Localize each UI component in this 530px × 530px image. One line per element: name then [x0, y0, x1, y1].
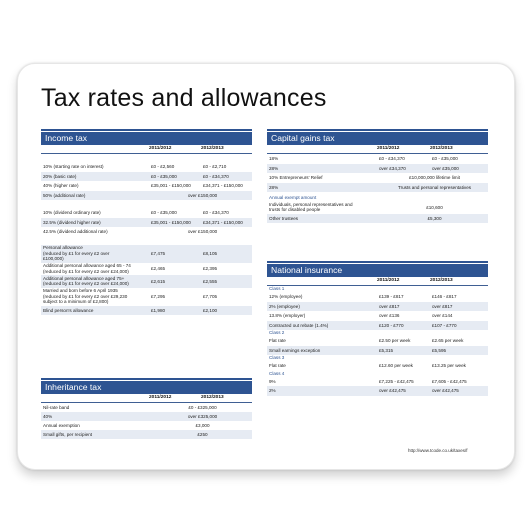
row-label: 20% (basic rate) — [43, 173, 77, 179]
row-value-2012: £2.65 per week — [432, 338, 464, 343]
table-row — [41, 403, 252, 412]
row-value-2012: £8,105 — [203, 250, 218, 256]
row-label: Small gifts, per recipient — [43, 431, 93, 437]
national-insurance-section — [267, 264, 488, 396]
row-value-2012: £34,371 - £150,000 — [203, 183, 243, 188]
inheritance-col1: 2011/2012 — [149, 395, 172, 400]
row-value-2011: £2,465 — [151, 266, 166, 271]
capital-gains-section — [267, 132, 488, 223]
table-row — [41, 208, 252, 218]
row-label: Personal allowance (reduced by £1 for every £2 over £100,000) — [43, 245, 110, 262]
page-title: Tax rates and allowances — [41, 84, 327, 112]
row-label: 2% — [269, 388, 276, 393]
table-row — [41, 275, 252, 288]
table-row — [41, 172, 252, 182]
row-value-2012: £2,100 — [203, 307, 218, 313]
row-value-2012: over £144 — [432, 313, 453, 318]
income-tax-section — [41, 132, 252, 315]
row-label: Other trustees — [269, 215, 299, 221]
row-label: 2% (employee) — [269, 303, 300, 309]
row-label: 28% — [269, 184, 279, 190]
row-value-2012: £107 - £770 — [432, 322, 457, 328]
row-label: Flat rate — [269, 363, 286, 368]
row-value: £0 - £325,000 — [188, 404, 217, 410]
row-value: Trusts and personal representatives — [397, 184, 472, 190]
row-value-2012: £0 - £2,710 — [203, 164, 227, 169]
row-value: £3,000 — [195, 422, 210, 428]
table-row — [267, 336, 488, 346]
row-value-2011: over £42,475 — [379, 388, 406, 393]
table-row — [41, 181, 252, 191]
table-row — [267, 214, 488, 224]
row-value-2012: £0 - £34,370 — [203, 173, 229, 179]
row-value-2011: £2.50 per week — [379, 338, 411, 343]
table-row — [41, 191, 252, 201]
row-value: £10,000,000 lifetime limit — [409, 175, 460, 180]
capital-gains-column-headers — [267, 145, 488, 154]
row-value-2011: £5,315 — [379, 347, 394, 353]
table-row — [267, 386, 488, 396]
row-value-2011: £0 - £34,370 — [379, 156, 405, 161]
inheritance-tax-header: Inheritance tax — [41, 381, 252, 394]
annual-exempt-title: Annual exempt amount — [269, 195, 317, 200]
row-value-2012: £0 - £35,000 — [432, 156, 458, 161]
row-value-2011: £0 - £35,000 — [151, 210, 177, 215]
row-value-2012: £13.25 per week — [432, 363, 466, 368]
capital-gains-header: Capital gains tax — [267, 132, 488, 145]
ni-class-label: Class 2 — [269, 330, 285, 335]
table-row — [267, 346, 488, 356]
table-row — [41, 162, 252, 172]
row-value: £10,600 — [426, 204, 443, 210]
row-label: 40% (higher rate) — [43, 183, 79, 188]
row-value-2011: over £136 — [379, 313, 400, 318]
ni-class-label: Class 1 — [269, 286, 285, 291]
row-label: 18% — [269, 156, 279, 161]
row-value-2011: £120 - £770 — [379, 322, 404, 328]
row-value-2011: £35,001 - £150,000 — [151, 183, 191, 188]
row-value-2012: £2,395 — [203, 266, 218, 271]
row-value: £250 — [197, 431, 208, 437]
row-label: 12% (employee) — [269, 294, 303, 299]
table-row — [41, 227, 252, 237]
ni-col2: 2012/2013 — [430, 278, 453, 283]
inheritance-tax-section — [41, 381, 252, 439]
ni-class-label: Class 4 — [269, 370, 285, 376]
row-label: Nil-rate band — [43, 404, 70, 410]
row-label: 10% Entrepreneurs' Relief — [269, 175, 323, 180]
ni-col1: 2011/2012 — [377, 278, 400, 283]
row-label: 42.5% (dividend additional rate) — [43, 229, 108, 234]
table-row — [267, 173, 488, 183]
table-row — [267, 302, 488, 312]
national-insurance-column-headers — [267, 277, 488, 286]
table-row — [267, 183, 488, 193]
table-row — [41, 412, 252, 421]
row-value-2011: £35,001 - £150,000 — [151, 219, 191, 225]
row-value: over £150,000 — [187, 192, 218, 198]
national-insurance-header: National insurance — [267, 264, 488, 277]
row-value-2012: over £817 — [432, 303, 453, 309]
row-value: over £150,000 — [187, 229, 218, 234]
row-value-2011: over £817 — [379, 303, 400, 309]
row-label: 13.8% (employer) — [269, 313, 306, 318]
income-col2: 2012/2013 — [201, 146, 224, 151]
cgt-col2: 2012/2013 — [430, 146, 453, 151]
row-value-2011: £2,615 — [151, 278, 166, 284]
row-value-2012: £0 - £34,370 — [203, 210, 229, 215]
table-row — [267, 377, 488, 387]
row-label: 10% (starting rate on interest) — [43, 164, 104, 169]
table-row — [41, 288, 252, 306]
row-label: Contracted out rebate (1.4%) — [269, 322, 329, 328]
row-value-2012: £2,555 — [203, 278, 218, 284]
table-row — [267, 311, 488, 321]
row-value-2011: £7,225 - £42,475 — [379, 378, 414, 384]
row-value-2012: £146 - £817 — [432, 294, 457, 299]
row-label: Annual exemption — [43, 422, 80, 428]
income-tax-column-headers — [41, 145, 252, 154]
row-label: 40% — [43, 413, 53, 419]
table-row — [267, 292, 488, 302]
cgt-col1: 2011/2012 — [377, 146, 400, 151]
row-value-2012: £7,605 - £42,475 — [432, 378, 467, 384]
row-label: 10% (dividend ordinary rate) — [43, 210, 101, 215]
table-row — [41, 245, 252, 263]
row-label: Blind person's allowance — [43, 307, 94, 313]
inheritance-column-headers — [41, 394, 252, 403]
inheritance-col2: 2012/2013 — [201, 395, 224, 400]
row-value-2012: £5,595 — [432, 347, 447, 353]
table-row — [41, 263, 252, 276]
income-tax-header: Income tax — [41, 132, 252, 145]
table-row — [267, 201, 488, 214]
table-row — [267, 321, 488, 331]
table-row — [41, 421, 252, 430]
row-value-2011: £12.60 per week — [379, 363, 413, 368]
capital-gains-rows — [267, 154, 488, 223]
income-tax-rows — [41, 154, 252, 315]
row-value-2011: £0 - £35,000 — [151, 173, 177, 179]
row-value-2011: £1,980 — [151, 307, 166, 313]
table-row — [41, 218, 252, 228]
row-value: over £325,000 — [187, 413, 218, 419]
income-col1: 2011/2012 — [149, 146, 172, 151]
row-value-2011: over £34,370 — [379, 165, 406, 171]
row-label: Additional personal allowance aged 75+ (reduced by £1 for every £2 over £24,000) — [43, 275, 129, 287]
inheritance-tax-rows — [41, 403, 252, 439]
row-value: £5,300 — [427, 215, 442, 221]
national-insurance-rows — [267, 286, 488, 396]
row-label: Additional personal allowance aged 65 - 74 (reduced by £1 for every £2 over £24,000) — [43, 263, 131, 274]
row-label: 50% (additional rate) — [43, 192, 86, 198]
row-label: 32.5% (dividend higher rate) — [43, 219, 101, 225]
table-row — [267, 164, 488, 174]
row-label: 28% — [269, 165, 279, 171]
row-value-2012: over £42,475 — [432, 388, 459, 393]
row-value-2012: £7,705 — [203, 293, 218, 299]
row-value-2012: over £35,000 — [432, 165, 459, 171]
table-row — [41, 430, 252, 439]
row-value-2011: £7,475 — [151, 250, 166, 256]
row-label: Individuals, personal representatives and trusts for disabled people — [269, 201, 353, 213]
row-value-2011: £7,295 — [151, 293, 166, 299]
row-label: Married and born before 6 April 1935 (reduced by £1 for every £2 over £29,230 subject to a minimum of £2,800) — [43, 288, 128, 305]
row-value-2011: £0 - £2,560 — [151, 164, 175, 169]
row-label: Flat rate — [269, 338, 286, 343]
ni-class-label: Class 3 — [269, 355, 285, 360]
row-label: Small earnings exception — [269, 347, 321, 353]
row-label: 9% — [269, 378, 276, 384]
row-value-2012: £34,371 - £150,000 — [203, 219, 243, 225]
row-value-2011: £139 - £817 — [379, 294, 404, 299]
source-url: http://www.tcode.co.uk/taxes/f — [408, 448, 468, 453]
table-row — [267, 361, 488, 371]
table-row — [267, 154, 488, 164]
table-row — [41, 306, 252, 316]
